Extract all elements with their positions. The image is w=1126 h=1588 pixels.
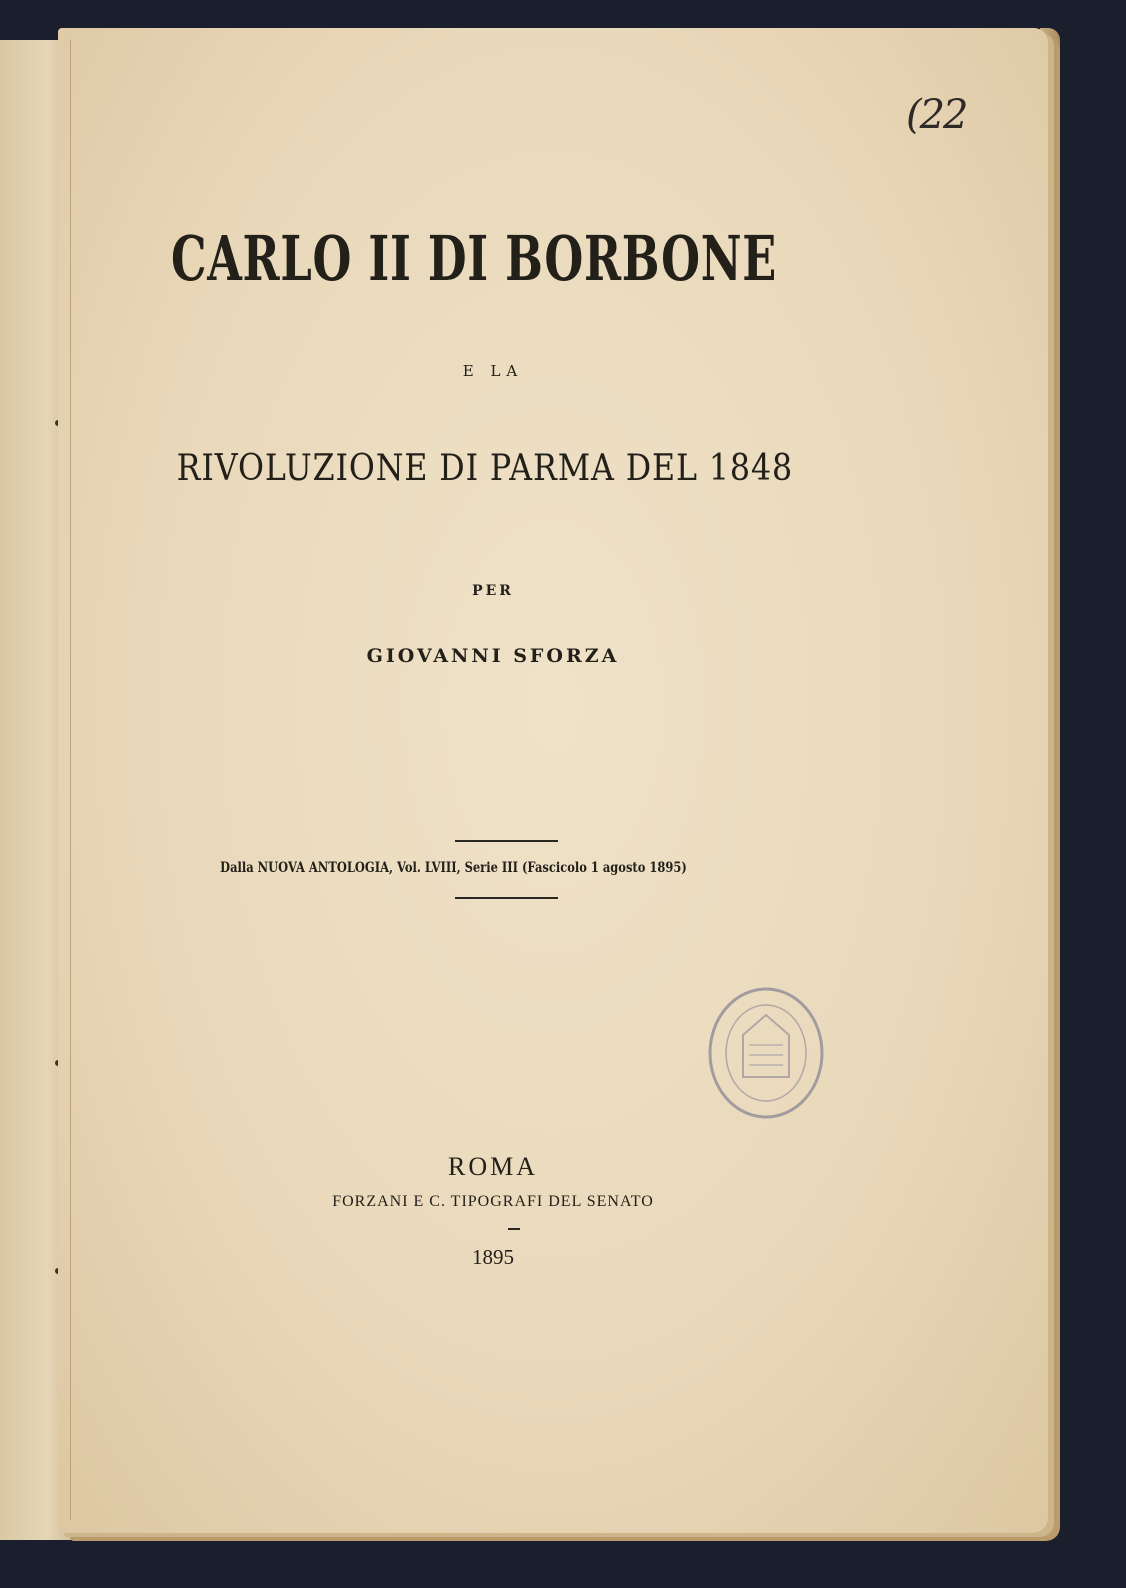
byline-label: PER [472,583,514,599]
publication-year: 1895 [472,1245,514,1269]
title-line-1: CARLO II DI BORBONE [170,222,777,295]
separator-dash [508,1228,520,1230]
title-line-2: RIVOLUZIONE DI PARMA DEL 1848 [176,448,794,489]
printer-name: FORZANI E C. TIPOGRAFI DEL SENATO [332,1193,654,1210]
bottom-rule [455,897,558,899]
title-conjunction: E LA [462,362,524,380]
author-name: GIOVANNI SFORZA [366,645,620,667]
publication-city: ROMA [447,1152,538,1181]
handwritten-note: (22 [906,92,967,138]
top-rule [455,840,558,842]
library-stamp-icon [707,985,825,1121]
source-note: Dalla NUOVA ANTOLOGIA, Vol. LVIII, Serie III (Fascicolo 1 agosto 1895) [220,860,687,876]
